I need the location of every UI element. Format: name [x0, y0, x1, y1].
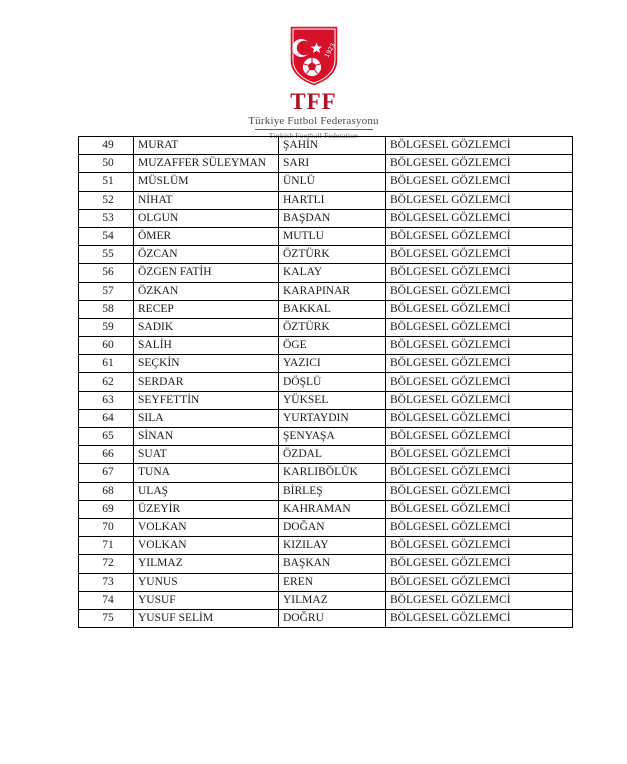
table-row	[79, 155, 573, 173]
first-name-cell: OLGUN	[134, 209, 279, 227]
role-cell: BÖLGESEL GÖZLEMCİ	[386, 137, 573, 155]
role-cell: BÖLGESEL GÖZLEMCİ	[386, 318, 573, 336]
last-name-cell: DOĞAN	[279, 518, 386, 536]
first-name-cell: ÖZGEN FATİH	[134, 264, 279, 282]
first-name-cell: YUSUF SELİM	[134, 609, 279, 627]
row-number-cell: 70	[79, 518, 134, 536]
role-cell: BÖLGESEL GÖZLEMCİ	[386, 209, 573, 227]
first-name-cell: SİNAN	[134, 428, 279, 446]
row-number-cell: 53	[79, 209, 134, 227]
table-row	[79, 428, 573, 446]
first-name-cell: VOLKAN	[134, 537, 279, 555]
table-row	[79, 573, 573, 591]
table-row	[79, 518, 573, 536]
role-cell: BÖLGESEL GÖZLEMCİ	[386, 591, 573, 609]
row-number-cell: 54	[79, 227, 134, 245]
last-name-cell: ÖZTÜRK	[279, 246, 386, 264]
row-number-cell: 72	[79, 555, 134, 573]
role-cell: BÖLGESEL GÖZLEMCİ	[386, 337, 573, 355]
row-number-cell: 50	[79, 155, 134, 173]
first-name-cell: VOLKAN	[134, 518, 279, 536]
row-number-cell: 59	[79, 318, 134, 336]
table-row	[79, 446, 573, 464]
table-row	[79, 609, 573, 627]
role-cell: BÖLGESEL GÖZLEMCİ	[386, 227, 573, 245]
brand-abbreviation: TFF	[290, 89, 337, 114]
first-name-cell: MURAT	[134, 137, 279, 155]
first-name-cell: SEYFETTİN	[134, 391, 279, 409]
first-name-cell: MÜSLÜM	[134, 173, 279, 191]
role-cell: BÖLGESEL GÖZLEMCİ	[386, 482, 573, 500]
table-row	[79, 282, 573, 300]
role-cell: BÖLGESEL GÖZLEMCİ	[386, 264, 573, 282]
row-number-cell: 61	[79, 355, 134, 373]
last-name-cell: EREN	[279, 573, 386, 591]
last-name-cell: BAŞKAN	[279, 555, 386, 573]
last-name-cell: HARTLI	[279, 191, 386, 209]
role-cell: BÖLGESEL GÖZLEMCİ	[386, 173, 573, 191]
table-row	[79, 209, 573, 227]
role-cell: BÖLGESEL GÖZLEMCİ	[386, 373, 573, 391]
last-name-cell: DÖŞLÜ	[279, 373, 386, 391]
role-cell: BÖLGESEL GÖZLEMCİ	[386, 500, 573, 518]
table-row	[79, 537, 573, 555]
first-name-cell: ÜZEYİR	[134, 500, 279, 518]
role-cell: BÖLGESEL GÖZLEMCİ	[386, 537, 573, 555]
roster-table	[78, 136, 573, 628]
table-row	[79, 464, 573, 482]
role-cell: BÖLGESEL GÖZLEMCİ	[386, 191, 573, 209]
table-row	[79, 227, 573, 245]
last-name-cell: BAŞDAN	[279, 209, 386, 227]
last-name-cell: MUTLU	[279, 227, 386, 245]
first-name-cell: ÖMER	[134, 227, 279, 245]
table-row	[79, 264, 573, 282]
role-cell: BÖLGESEL GÖZLEMCİ	[386, 246, 573, 264]
last-name-cell: KARAPINAR	[279, 282, 386, 300]
role-cell: BÖLGESEL GÖZLEMCİ	[386, 446, 573, 464]
role-cell: BÖLGESEL GÖZLEMCİ	[386, 155, 573, 173]
row-number-cell: 57	[79, 282, 134, 300]
last-name-cell: BİRLEŞ	[279, 482, 386, 500]
last-name-cell: ÖZDAL	[279, 446, 386, 464]
table-row	[79, 300, 573, 318]
table-row	[79, 409, 573, 427]
first-name-cell: ULAŞ	[134, 482, 279, 500]
document-header	[0, 0, 627, 140]
last-name-cell: BAKKAL	[279, 300, 386, 318]
role-cell: BÖLGESEL GÖZLEMCİ	[386, 409, 573, 427]
row-number-cell: 49	[79, 137, 134, 155]
table-row	[79, 355, 573, 373]
first-name-cell: YUSUF	[134, 591, 279, 609]
last-name-cell: SARI	[279, 155, 386, 173]
role-cell: BÖLGESEL GÖZLEMCİ	[386, 573, 573, 591]
table-row	[79, 246, 573, 264]
last-name-cell: ŞAHİN	[279, 137, 386, 155]
first-name-cell: SADIK	[134, 318, 279, 336]
table-row	[79, 391, 573, 409]
role-cell: BÖLGESEL GÖZLEMCİ	[386, 555, 573, 573]
role-cell: BÖLGESEL GÖZLEMCİ	[386, 391, 573, 409]
first-name-cell: SILA	[134, 409, 279, 427]
first-name-cell: ÖZCAN	[134, 246, 279, 264]
role-cell: BÖLGESEL GÖZLEMCİ	[386, 609, 573, 627]
first-name-cell: SERDAR	[134, 373, 279, 391]
first-name-cell: SUAT	[134, 446, 279, 464]
last-name-cell: ÖZTÜRK	[279, 318, 386, 336]
table-row	[79, 137, 573, 155]
table-row	[79, 591, 573, 609]
last-name-cell: KARLIBÖLÜK	[279, 464, 386, 482]
brand-name-english: Turkish Football Federation	[268, 131, 359, 141]
first-name-cell: NİHAT	[134, 191, 279, 209]
row-number-cell: 63	[79, 391, 134, 409]
first-name-cell: YUNUS	[134, 573, 279, 591]
brand-divider	[255, 129, 373, 130]
table-row	[79, 500, 573, 518]
brand-name-turkish: Türkiye Futbol Federasyonu	[248, 115, 379, 128]
row-number-cell: 71	[79, 537, 134, 555]
last-name-cell: KALAY	[279, 264, 386, 282]
row-number-cell: 67	[79, 464, 134, 482]
table-row	[79, 191, 573, 209]
row-number-cell: 65	[79, 428, 134, 446]
role-cell: BÖLGESEL GÖZLEMCİ	[386, 282, 573, 300]
first-name-cell: MUZAFFER SÜLEYMAN	[134, 155, 279, 173]
row-number-cell: 55	[79, 246, 134, 264]
first-name-cell: YILMAZ	[134, 555, 279, 573]
table-row	[79, 373, 573, 391]
last-name-cell: YÜKSEL	[279, 391, 386, 409]
row-number-cell: 75	[79, 609, 134, 627]
first-name-cell: TUNA	[134, 464, 279, 482]
role-cell: BÖLGESEL GÖZLEMCİ	[386, 428, 573, 446]
role-cell: BÖLGESEL GÖZLEMCİ	[386, 518, 573, 536]
table-row	[79, 337, 573, 355]
row-number-cell: 69	[79, 500, 134, 518]
row-number-cell: 73	[79, 573, 134, 591]
table-row	[79, 318, 573, 336]
last-name-cell: ÜNLÜ	[279, 173, 386, 191]
row-number-cell: 64	[79, 409, 134, 427]
roster-table-body	[79, 137, 573, 628]
table-row	[79, 555, 573, 573]
last-name-cell: ÖGE	[279, 337, 386, 355]
row-number-cell: 60	[79, 337, 134, 355]
row-number-cell: 62	[79, 373, 134, 391]
role-cell: BÖLGESEL GÖZLEMCİ	[386, 300, 573, 318]
roster-table-container	[78, 136, 552, 628]
row-number-cell: 74	[79, 591, 134, 609]
row-number-cell: 58	[79, 300, 134, 318]
tff-crest-icon	[286, 22, 342, 88]
first-name-cell: SALİH	[134, 337, 279, 355]
last-name-cell: KAHRAMAN	[279, 500, 386, 518]
row-number-cell: 68	[79, 482, 134, 500]
row-number-cell: 66	[79, 446, 134, 464]
last-name-cell: DOĞRU	[279, 609, 386, 627]
first-name-cell: ÖZKAN	[134, 282, 279, 300]
last-name-cell: YILMAZ	[279, 591, 386, 609]
role-cell: BÖLGESEL GÖZLEMCİ	[386, 464, 573, 482]
last-name-cell: YAZICI	[279, 355, 386, 373]
row-number-cell: 52	[79, 191, 134, 209]
last-name-cell: YURTAYDIN	[279, 409, 386, 427]
last-name-cell: ŞENYAŞA	[279, 428, 386, 446]
last-name-cell: KIZILAY	[279, 537, 386, 555]
row-number-cell: 56	[79, 264, 134, 282]
row-number-cell: 51	[79, 173, 134, 191]
role-cell: BÖLGESEL GÖZLEMCİ	[386, 355, 573, 373]
crest-year-text: 1923	[323, 42, 337, 59]
first-name-cell: RECEP	[134, 300, 279, 318]
table-row	[79, 482, 573, 500]
table-row	[79, 173, 573, 191]
first-name-cell: SEÇKİN	[134, 355, 279, 373]
